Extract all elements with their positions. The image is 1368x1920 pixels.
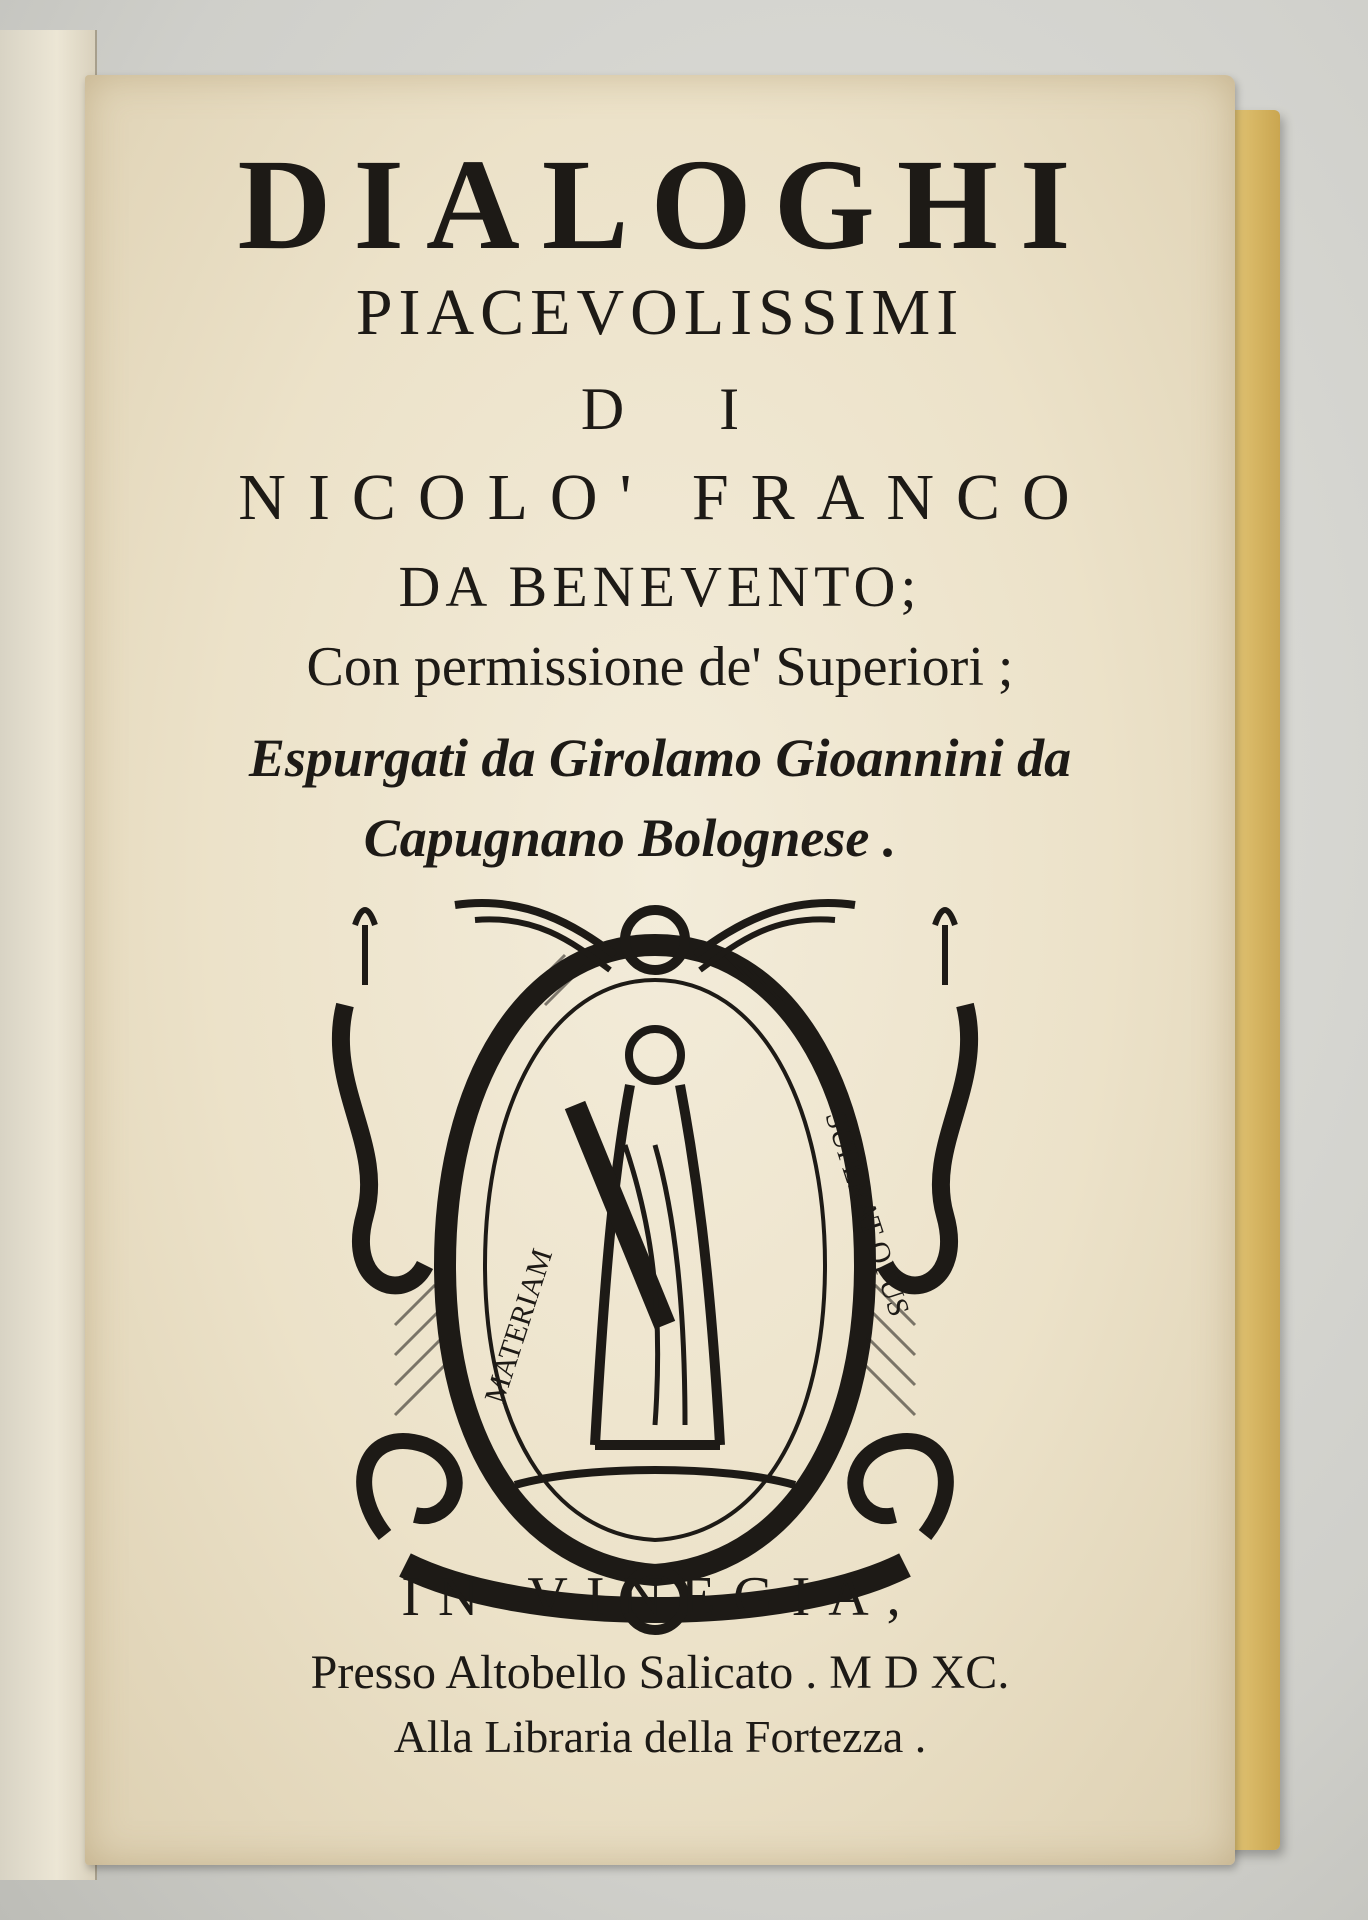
imprint-publisher: Presso Altobello Salicato . M D XC.: [310, 1646, 1010, 1699]
book-subtitle: PIACEVOLISSIMI: [355, 276, 965, 349]
title-page: [85, 75, 1235, 1865]
author-origin: DA BENEVENTO;: [398, 554, 922, 619]
printers-mark-icon: [325, 885, 985, 1665]
motto-left: MATERIAM: [478, 1244, 560, 1408]
book-title: DIALOGHI: [237, 133, 1093, 277]
editor-line-1: Espurgati da Girolamo Gioannini da: [248, 728, 1072, 788]
permission-line: Con permissione de' Superiori ;: [306, 636, 1014, 698]
editor-line-2: Capugnano Bolognese .: [363, 808, 897, 868]
left-endpaper: [0, 30, 97, 1880]
motto-right: SUPERAT OPUS: [818, 1106, 916, 1321]
author-name: NICOLO' FRANCO: [238, 461, 1092, 534]
imprint-city: IN VINEGIA,: [401, 1566, 919, 1628]
preposition-di: D I: [580, 376, 780, 442]
imprint-shop: Alla Libraria della Fortezza .: [393, 1711, 927, 1762]
